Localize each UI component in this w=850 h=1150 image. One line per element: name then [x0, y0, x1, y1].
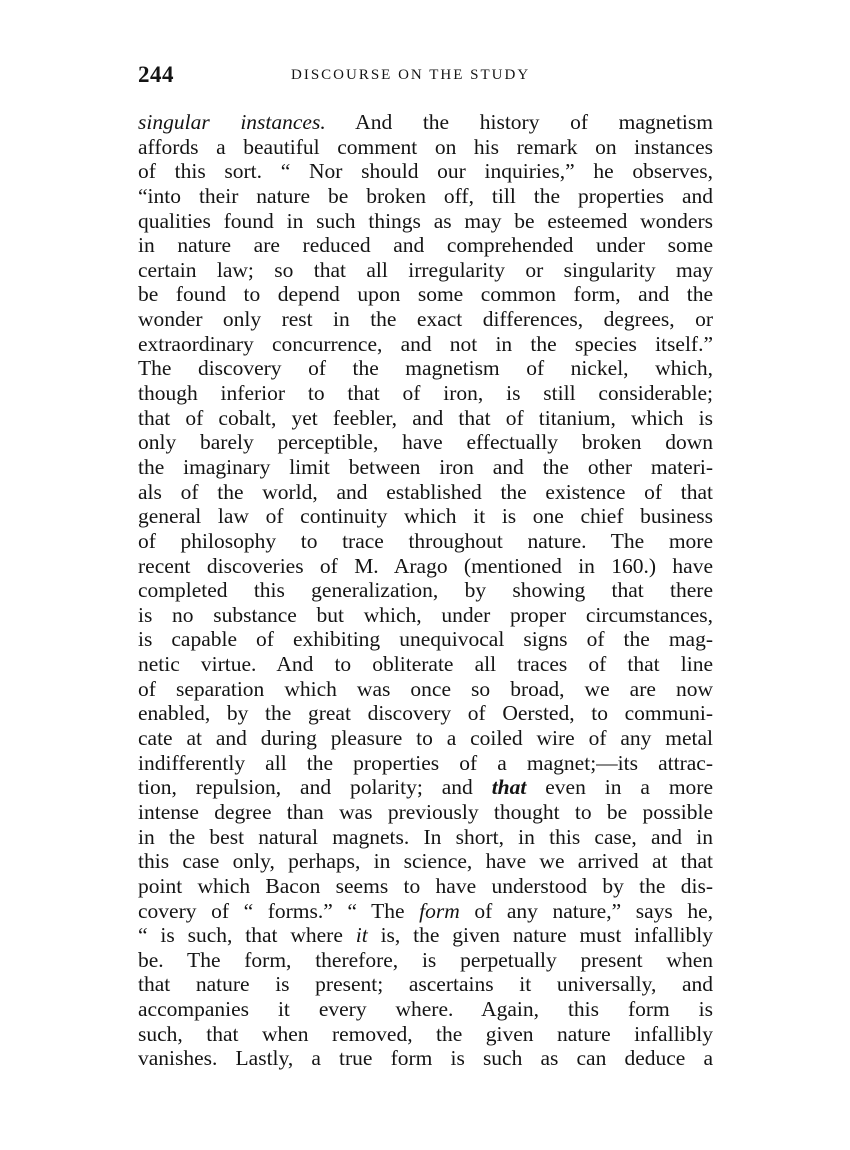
text-line: enabled, by the great discovery of Oersted, to communi-: [138, 701, 713, 726]
page-number: 244: [138, 62, 174, 87]
text-line: completed this generalization, by showing that there: [138, 578, 713, 603]
italic-phrase: singular instances.: [138, 110, 326, 134]
text-line: The discovery of the magnetism of nickel, which,: [138, 356, 713, 381]
text-line: such, that when removed, the given nature infallibly: [138, 1021, 713, 1046]
text-line: in nature are reduced and comprehended under some: [138, 233, 713, 258]
text-line: “into their nature be broken off, till the properties and: [138, 183, 713, 208]
text-line: vanishes. Lastly, a true form is such as can deduce a: [138, 1046, 713, 1071]
text-line: qualities found in such things as may be esteemed wonders: [138, 208, 713, 233]
page-header: [138, 62, 718, 92]
text-line: wonder only rest in the exact differences, degrees, or: [138, 307, 713, 332]
italic-word: it: [355, 923, 368, 948]
text-line: the imaginary limit between iron and the other materi-: [138, 454, 713, 479]
text-line: als of the world, and established the existence of that: [138, 479, 713, 504]
text-line: accompanies it every where. Again, this form is: [138, 997, 713, 1022]
text-line: this case only, perhaps, in science, have we arrived at that: [138, 849, 713, 874]
text-line: is no substance but which, under proper circumstances,: [138, 602, 713, 627]
text-line: only barely perceptible, have effectually broken down: [138, 430, 713, 455]
text-line: tion, repulsion, and polarity; and that even in a more: [138, 775, 713, 800]
text-line: in the best natural magnets. In short, in this case, and in: [138, 824, 713, 849]
text-line: “ is such, that where it is, the given nature must infallibly: [138, 923, 713, 948]
text-line: covery of “ forms.” “ The form of any nature,” says he,: [138, 898, 713, 923]
text-line: of separation which was once so broad, we are now: [138, 676, 713, 701]
text-line: that nature is present; ascertains it universally, and: [138, 972, 713, 997]
text-line: that of cobalt, yet feebler, and that of titanium, which is: [138, 405, 713, 430]
body-text: [138, 110, 713, 1071]
text-line: indifferently all the properties of a magnet;—its attrac-: [138, 750, 713, 775]
text-line: be. The form, therefore, is perpetually present when: [138, 947, 713, 972]
text-line: point which Bacon seems to have understood by the dis-: [138, 873, 713, 898]
text-line: recent discoveries of M. Arago (mentioned in 160.) have: [138, 553, 713, 578]
text-line: is capable of exhibiting unequivocal signs of the mag-: [138, 627, 713, 652]
text-line: general law of continuity which it is one chief business: [138, 504, 713, 529]
text-line: of philosophy to trace throughout nature. The more: [138, 528, 713, 553]
italic-word: form: [419, 898, 460, 923]
text-line: of this sort. “ Nor should our inquiries,” he observes,: [138, 159, 713, 184]
text-line: singular instances. And the history of magnetism: [138, 110, 713, 134]
text-line: affords a beautiful comment on his remark on instances: [138, 134, 713, 159]
text-line: intense degree than was previously thought to be possible: [138, 799, 713, 824]
text-line: netic virtue. And to obliterate all traces of that line: [138, 652, 713, 677]
text-line: though inferior to that of iron, is still considerable;: [138, 381, 713, 406]
text-line: extraordinary concurrence, and not in the species itself.”: [138, 331, 713, 356]
italic-word: that: [491, 775, 527, 800]
running-head: DISCOURSE ON THE STUDY: [291, 67, 531, 83]
text-line: be found to depend upon some common form, and the: [138, 282, 713, 307]
text-line: certain law; so that all irregularity or singularity may: [138, 257, 713, 282]
text-line: cate at and during pleasure to a coiled wire of any metal: [138, 726, 713, 751]
